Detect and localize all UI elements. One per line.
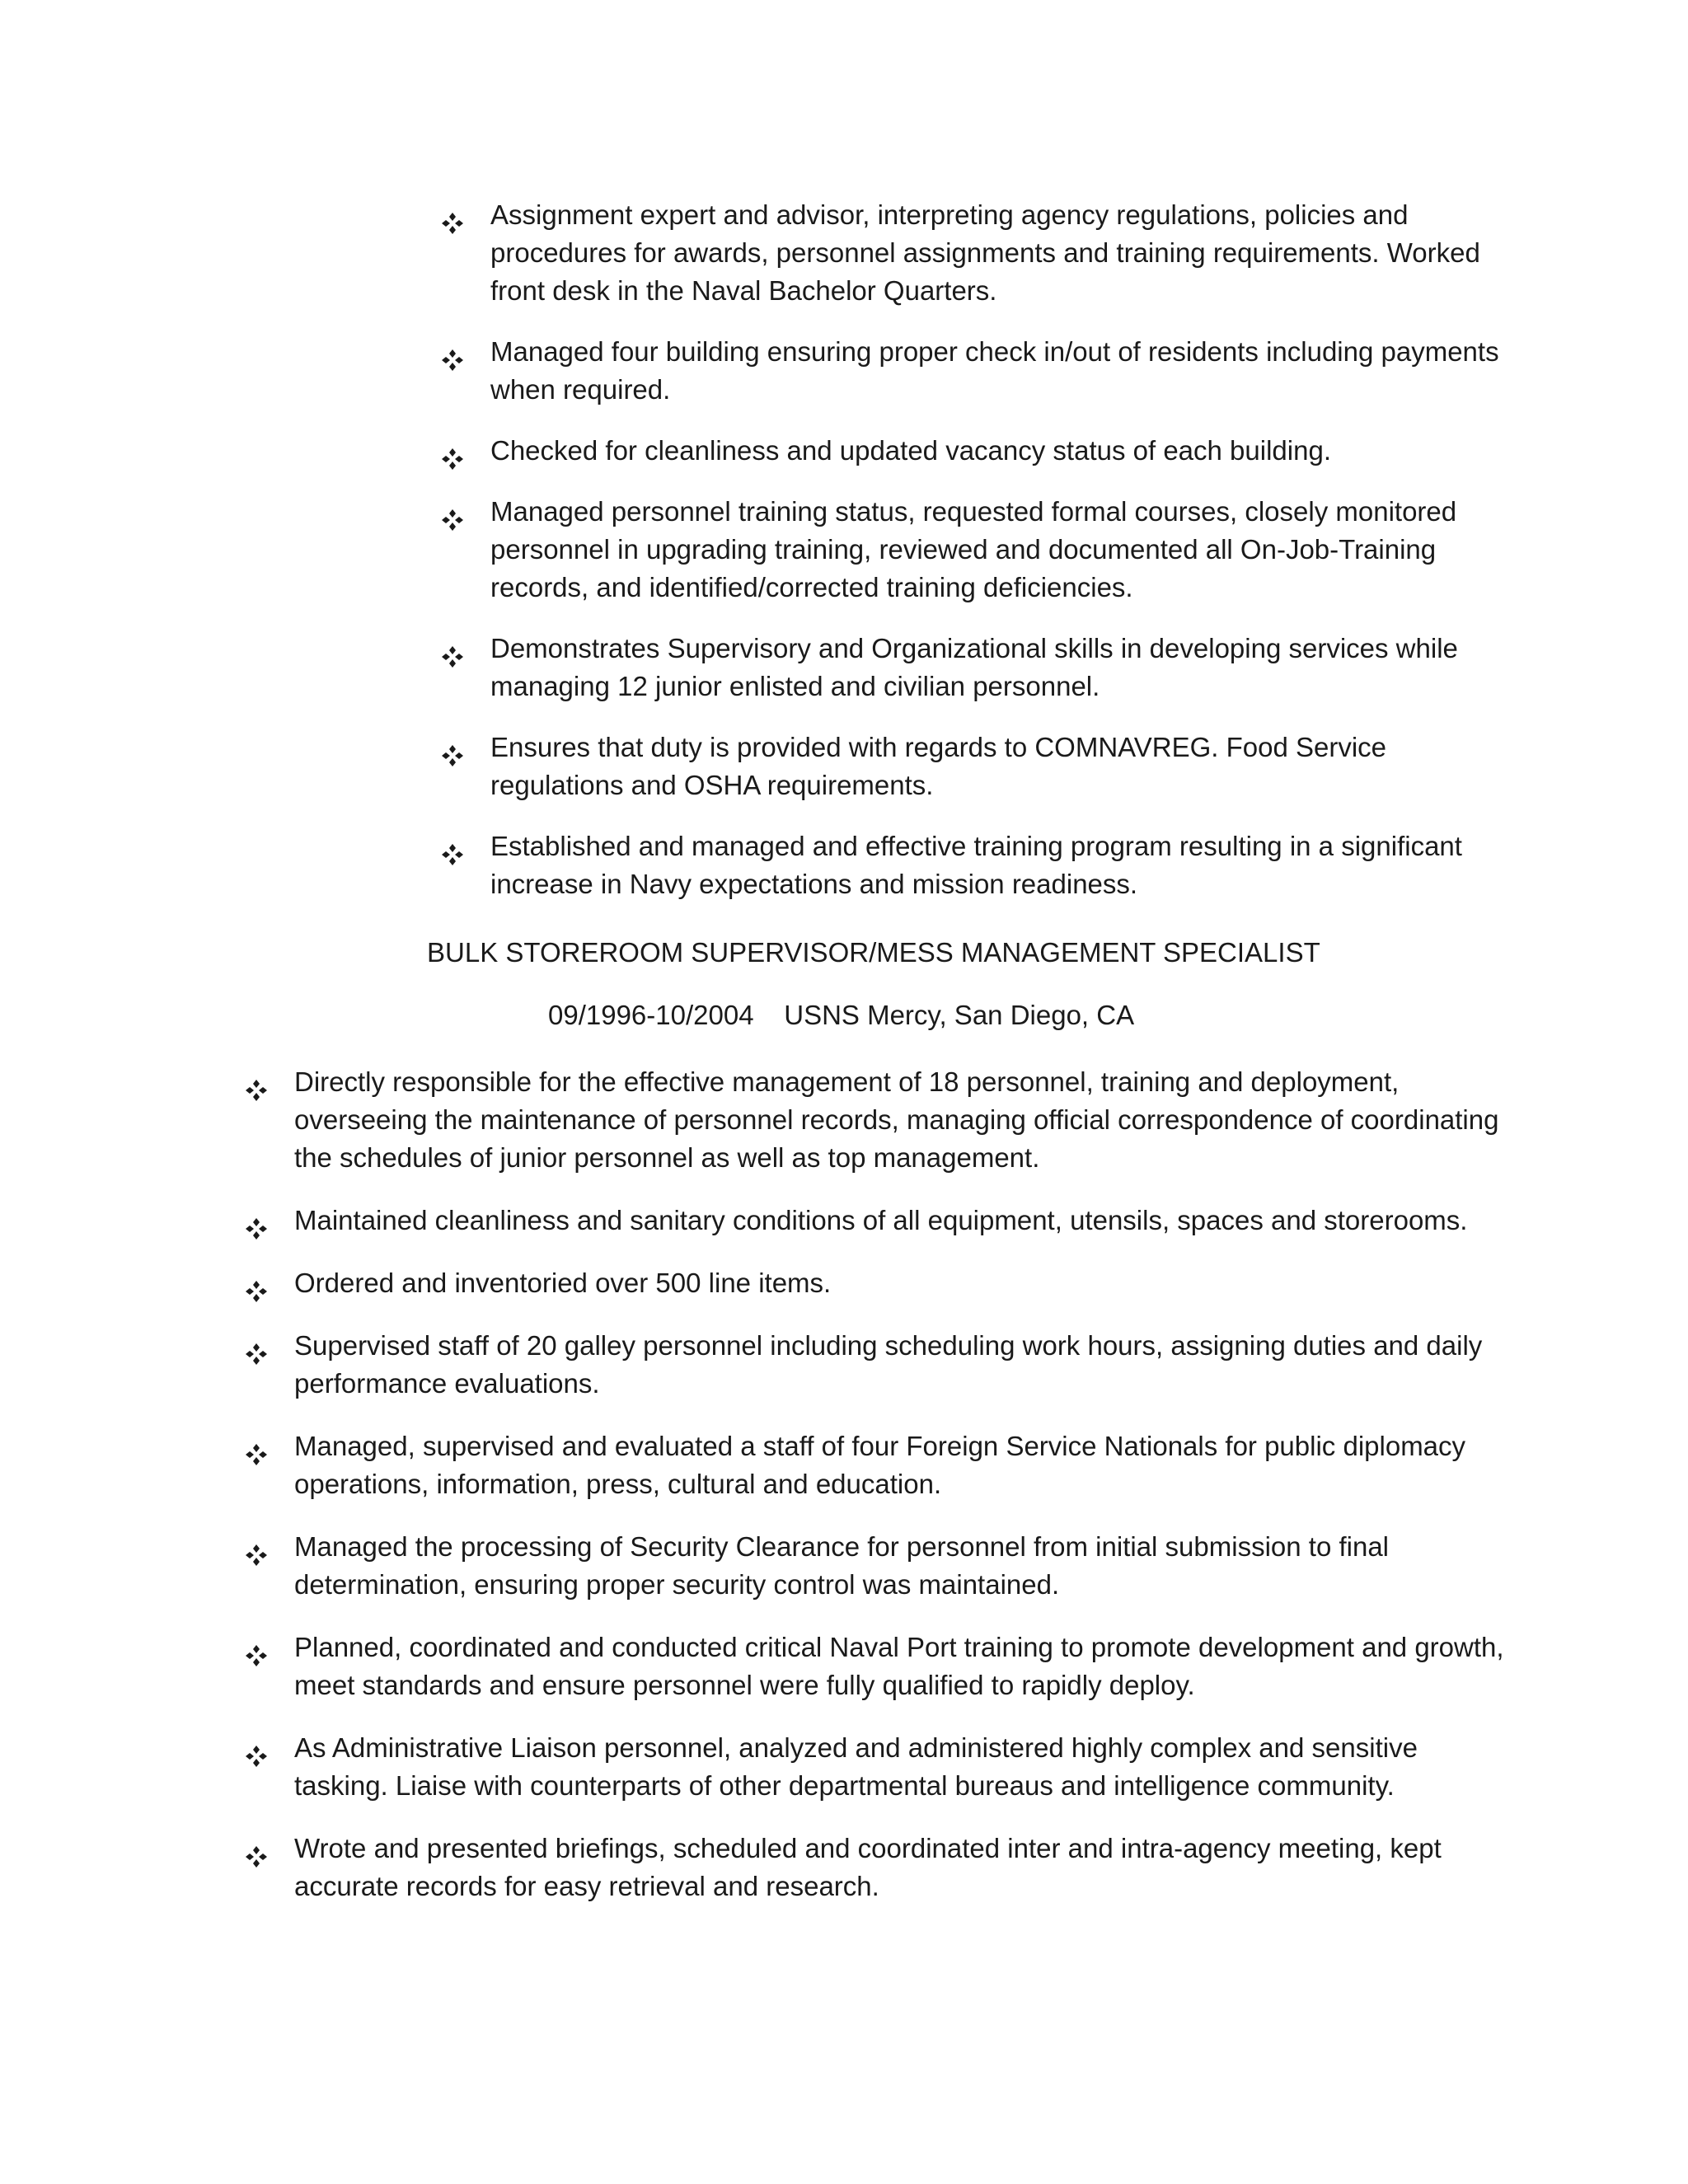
four-diamond-bullet-icon (245, 1539, 268, 1562)
bullet-text: As Administrative Liaison personnel, analyzed and administered highly complex and sensitive tasking. Liaise with counterparts of other departmental bureaus and intelligence community. (294, 1732, 1418, 1801)
bullet-item (441, 196, 1512, 310)
bullet-item (441, 827, 1512, 903)
bullet-item (245, 1264, 1514, 1302)
bullet-text: Managed four building ensuring proper check in/out of residents including payments when required. (490, 336, 1499, 405)
bullet-text: Planned, coordinated and conducted critical Naval Port training to promote development and growth, meet standards and ensure personnel were fully qualified to rapidly deploy. (294, 1632, 1504, 1700)
bullet-text: Demonstrates Supervisory and Organizational skills in developing services while managing 12 junior enlisted and civilian personnel. (490, 633, 1458, 701)
bullet-item (441, 493, 1512, 607)
four-diamond-bullet-icon (441, 443, 464, 466)
bullet-text: Managed personnel training status, requested formal courses, closely monitored personnel in upgrading training, reviewed and documented all On-Job-Training records, and identified/corrected training deficiencies. (490, 496, 1457, 602)
four-diamond-bullet-icon (441, 838, 464, 861)
bullet-item (245, 1327, 1514, 1403)
upper-bullet-list (441, 196, 1512, 926)
bullet-item (245, 1729, 1514, 1805)
bullet-item (245, 1202, 1514, 1240)
bullet-item (441, 432, 1512, 470)
bullet-text: Ordered and inventoried over 500 line items. (294, 1268, 832, 1298)
bullet-text: Maintained cleanliness and sanitary conditions of all equipment, utensils, spaces and storerooms. (294, 1205, 1468, 1235)
four-diamond-bullet-icon (245, 1212, 268, 1235)
bullet-item (245, 1830, 1514, 1905)
bullet-text: Assignment expert and advisor, interpreting agency regulations, policies and procedures for awards, personnel assignments and training requirements. Worked front desk in the Naval Bachelor Quarters. (490, 199, 1480, 306)
four-diamond-bullet-icon (441, 739, 464, 762)
bullet-item (441, 333, 1512, 409)
four-diamond-bullet-icon (245, 1840, 268, 1863)
bullet-item (245, 1427, 1514, 1503)
lower-bullet-list (245, 1063, 1514, 1930)
bullet-text: Established and managed and effective training program resulting in a significant increase in Navy expectations and mission readiness. (490, 831, 1462, 899)
position-title: BULK STOREROOM SUPERVISOR/MESS MANAGEMENT SPECIALIST (427, 937, 1320, 968)
bullet-item (245, 1063, 1514, 1177)
four-diamond-bullet-icon (245, 1438, 268, 1461)
bullet-text: Ensures that duty is provided with regards to COMNAVREG. Food Service regulations and OSHA requirements. (490, 732, 1387, 800)
four-diamond-bullet-icon (245, 1639, 268, 1662)
bullet-text: Directly responsible for the effective management of 18 personnel, training and deployment, overseeing the maintenance of personnel records, managing official correspondence of coordinating the schedules of junior personnel as well as top management. (294, 1066, 1499, 1173)
bullet-text: Managed the processing of Security Clearance for personnel from initial submission to final determination, ensuring proper security control was maintained. (294, 1531, 1390, 1600)
bullet-item (441, 729, 1512, 804)
four-diamond-bullet-icon (245, 1275, 268, 1298)
four-diamond-bullet-icon (245, 1074, 268, 1097)
bullet-text: Checked for cleanliness and updated vacancy status of each building. (490, 435, 1331, 466)
four-diamond-bullet-icon (245, 1740, 268, 1763)
four-diamond-bullet-icon (441, 640, 464, 663)
bullet-text: Wrote and presented briefings, scheduled and coordinated inter and intra-agency meeting, kept accurate records for easy retrieval and research. (294, 1833, 1442, 1901)
bullet-item (245, 1528, 1514, 1604)
four-diamond-bullet-icon (441, 504, 464, 527)
four-diamond-bullet-icon (441, 344, 464, 367)
four-diamond-bullet-icon (245, 1338, 268, 1361)
four-diamond-bullet-icon (441, 207, 464, 230)
bullet-text: Supervised staff of 20 galley personnel including scheduling work hours, assigning duties and daily performance evaluations. (294, 1330, 1483, 1399)
bullet-item (441, 630, 1512, 705)
bullet-item (245, 1629, 1514, 1704)
position-dates-location: 09/1996-10/2004 USNS Mercy, San Diego, CA (548, 1000, 1135, 1030)
bullet-text: Managed, supervised and evaluated a staff of four Foreign Service Nationals for public diplomacy operations, information, press, cultural and education. (294, 1431, 1466, 1499)
